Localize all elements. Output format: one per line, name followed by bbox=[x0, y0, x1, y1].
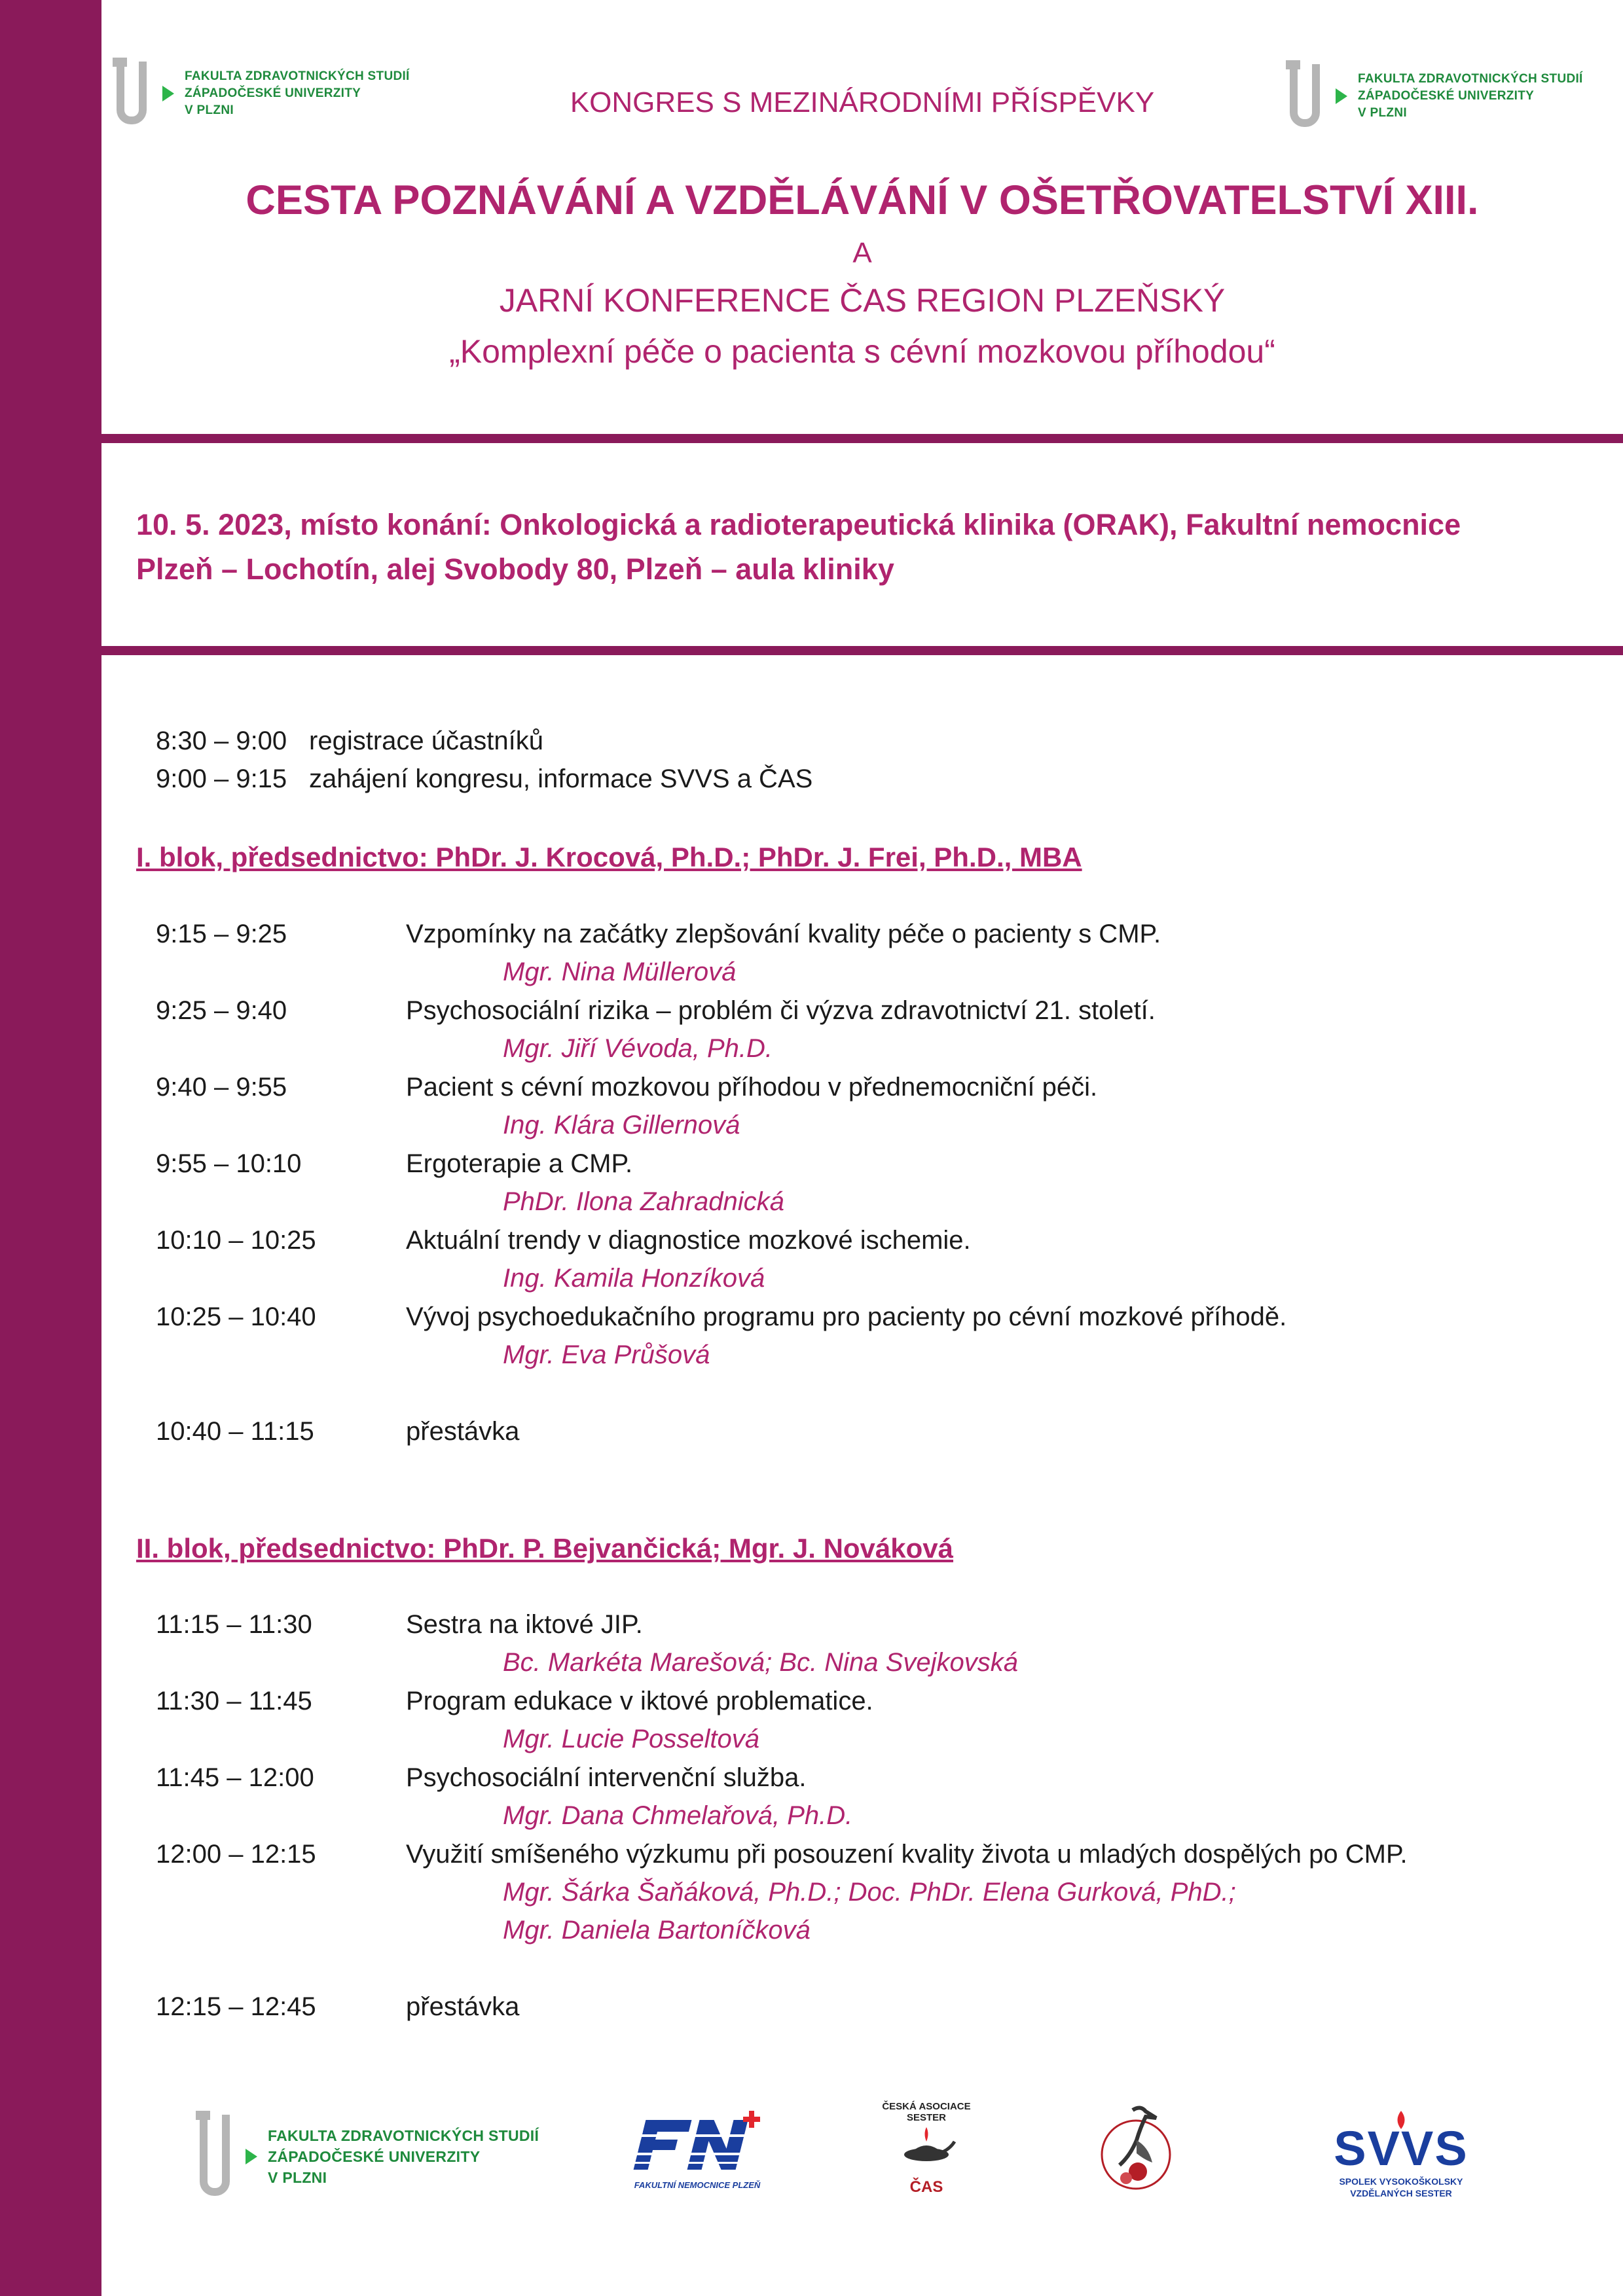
talk-title: Využití smíšeného výzkumu při posouzení kvality života u mladých dospělých po CMP. bbox=[406, 1840, 1408, 1869]
schedule-row: 8:30 – 9:00 bbox=[156, 726, 287, 755]
talk-speaker: Ing. Klára Gillernová bbox=[503, 1111, 740, 1139]
cas-abbreviation: ČAS bbox=[909, 2178, 943, 2196]
block-2-header: II. blok, předsednictvo: PhDr. P. Bejvančická; Mgr. J. Nováková bbox=[136, 1533, 954, 1564]
schedule-row: 9:00 – 9:15 bbox=[156, 764, 287, 793]
break-label: přestávka bbox=[406, 1992, 520, 2021]
break-time: 10:40 – 11:15 bbox=[156, 1417, 314, 1446]
conference-subtitle: JARNÍ KONFERENCE ČAS REGION PLZEŇSKÝ bbox=[499, 282, 1226, 319]
cas-logo bbox=[864, 2101, 989, 2202]
left-sidebar-band bbox=[0, 0, 101, 2296]
break-time: 12:15 – 12:45 bbox=[156, 1992, 316, 2021]
divider-middle bbox=[101, 646, 1623, 655]
talk-time: 11:45 – 12:00 bbox=[156, 1763, 314, 1792]
svvs-wordmark: SVVS bbox=[1334, 2121, 1468, 2176]
schedule-row-text: registrace účastníků bbox=[309, 726, 543, 755]
block-1-header: I. blok, předsednictvo: PhDr. J. Krocová, Ph.D.; PhDr. J. Frei, Ph.D., MBA bbox=[136, 842, 1082, 872]
green-arrow-icon bbox=[246, 2149, 257, 2164]
talk-title: Sestra na iktové JIP. bbox=[406, 1610, 643, 1639]
logo-text: FAKULTA ZDRAVOTNICKÝCH STUDIÍ ZÁPADOČESKÉ UNIVERZITY V PLZNI bbox=[185, 69, 410, 117]
congress-kicker: KONGRES S MEZINÁRODNÍMI PŘÍSPĚVKY bbox=[570, 86, 1155, 118]
talk-speaker: PhDr. Ilona Zahradnická bbox=[503, 1187, 784, 1216]
break-label: přestávka bbox=[406, 1417, 520, 1446]
svvs-caption-2: VZDĚLANÝCH SESTER bbox=[1350, 2188, 1452, 2198]
fzs-logo-footer bbox=[200, 2111, 539, 2202]
talk-speaker: Mgr. Šárka Šaňáková, Ph.D.; Doc. PhDr. Elena Gurková, PhD.; bbox=[503, 1878, 1236, 1907]
talk-speaker: Mgr. Lucie Posseltová bbox=[503, 1725, 760, 1753]
conference-theme: „Komplexní péče o pacienta s cévní mozkovou příhodou“ bbox=[449, 333, 1275, 370]
talk-title: Vývoj psychoedukačního programu pro pacienty po cévní mozkové příhodě. bbox=[406, 1302, 1287, 1331]
svvs-caption-1: SPOLEK VYSOKOŠKOLSKY bbox=[1339, 2176, 1463, 2187]
talk-speaker: Bc. Markéta Marešová; Bc. Nina Svejkovská bbox=[503, 1648, 1018, 1677]
title-conjunction: A bbox=[852, 237, 872, 269]
svvs-logo bbox=[1319, 2111, 1483, 2199]
talk-speaker: Mgr. Nina Müllerová bbox=[503, 958, 737, 986]
talk-speaker: Mgr. Dana Chmelařová, Ph.D. bbox=[503, 1801, 853, 1830]
talk-time: 12:00 – 12:15 bbox=[156, 1840, 316, 1869]
logo-text: FAKULTA ZDRAVOTNICKÝCH STUDIÍ ZÁPADOČESKÉ UNIVERZITY V PLZNI bbox=[268, 2127, 539, 2186]
talk-speaker: Mgr. Daniela Bartoníčková bbox=[503, 1916, 811, 1945]
talk-time: 10:10 – 10:25 bbox=[156, 1226, 316, 1255]
talk-time: 11:15 – 11:30 bbox=[156, 1610, 312, 1639]
stork-logo bbox=[1093, 2101, 1178, 2199]
logo-text: FAKULTA ZDRAVOTNICKÝCH STUDIÍ ZÁPADOČESKÉ UNIVERZITY V PLZNI bbox=[1358, 72, 1583, 120]
talk-time: 10:25 – 10:40 bbox=[156, 1302, 316, 1331]
talk-title: Aktuální trendy v diagnostice mozkové ischemie. bbox=[406, 1226, 971, 1255]
talk-time: 9:55 – 10:10 bbox=[156, 1149, 302, 1178]
talk-title: Program edukace v iktové problematice. bbox=[406, 1687, 873, 1715]
talk-speaker: Mgr. Jiří Vévoda, Ph.D. bbox=[503, 1034, 773, 1063]
date-venue: 10. 5. 2023, místo konání: Onkologická a radioterapeutická klinika (ORAK), Fakultní nemocnice Plzeň – Lochotín, alej Svobody 80, Plzeň – aula kliniky bbox=[136, 508, 1461, 586]
fn-plzen-logo bbox=[622, 2111, 773, 2193]
university-mark-icon bbox=[200, 2111, 242, 2202]
divider-top bbox=[101, 434, 1623, 443]
talk-time: 9:25 – 9:40 bbox=[156, 996, 287, 1025]
talk-title: Psychosociální rizika – problém či výzva zdravotnictví 21. století. bbox=[406, 996, 1156, 1025]
congress-title: CESTA POZNÁVÁNÍ A VZDĚLÁVÁNÍ V OŠETŘOVATELSTVÍ XIII. bbox=[246, 177, 1479, 223]
talk-time: 11:30 – 11:45 bbox=[156, 1687, 312, 1715]
talk-title: Pacient s cévní mozkovou příhodou v přednemocniční péči. bbox=[406, 1073, 1098, 1102]
talk-title: Ergoterapie a CMP. bbox=[406, 1149, 633, 1178]
talk-time: 9:15 – 9:25 bbox=[156, 920, 287, 948]
talk-title: Vzpomínky na začátky zlepšování kvality péče o pacienty s CMP. bbox=[406, 920, 1161, 948]
talk-title: Psychosociální intervenční služba. bbox=[406, 1763, 807, 1792]
cas-arc-label: ČESKÁ ASOCIACE SESTER bbox=[882, 2101, 971, 2123]
talk-time: 9:40 – 9:55 bbox=[156, 1073, 287, 1102]
fn-caption: FAKULTNÍ NEMOCNICE PLZEŇ bbox=[634, 2180, 761, 2190]
schedule-row-text: zahájení kongresu, informace SVVS a ČAS bbox=[309, 764, 813, 793]
talk-speaker: Ing. Kamila Honzíková bbox=[503, 1264, 765, 1293]
talk-speaker: Mgr. Eva Průšová bbox=[503, 1340, 710, 1369]
stork-icon bbox=[1093, 2101, 1178, 2199]
